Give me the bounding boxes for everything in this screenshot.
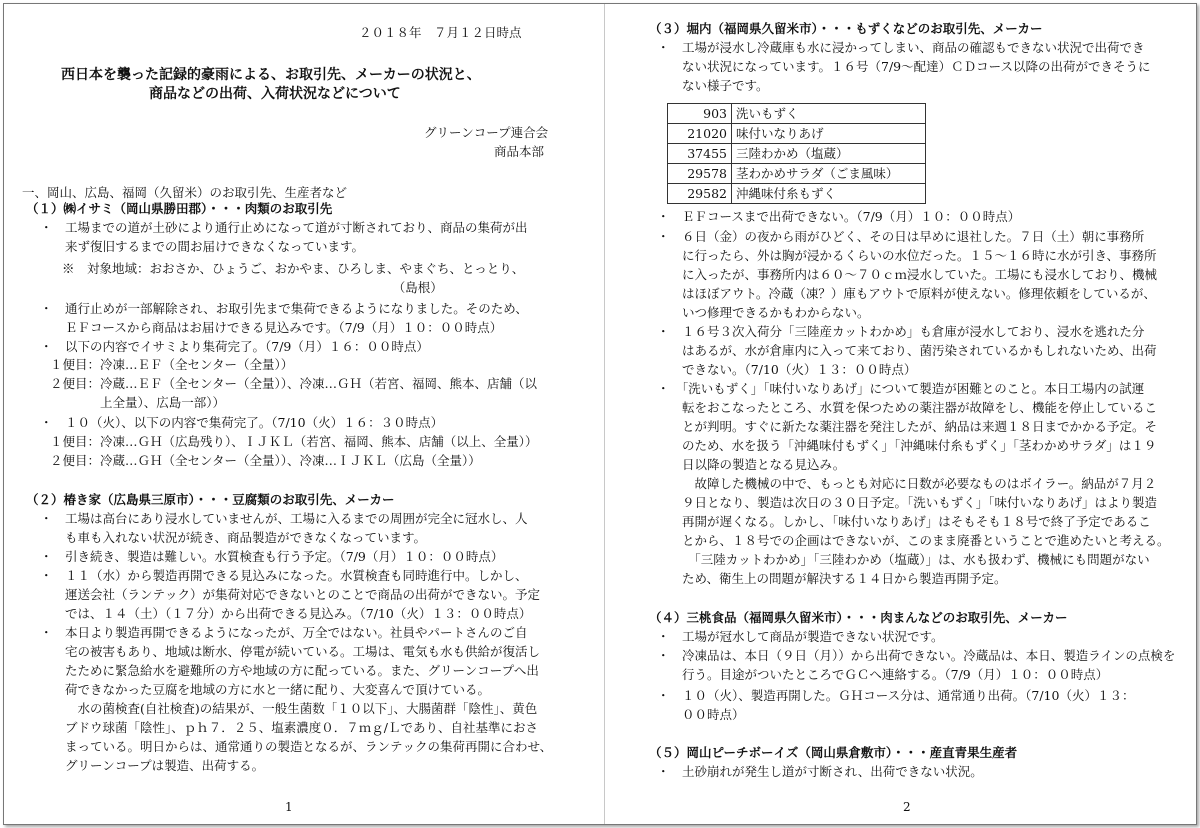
report-date: ２０１８年 ７月１２日時点 bbox=[359, 25, 522, 40]
product-name: 茎わかめサラダ（ごま風味） bbox=[732, 164, 926, 184]
section-heading: 一、岡山、広島、福岡（久留米）のお取引先、生産者など bbox=[22, 185, 348, 200]
body-line: 運送会社（ランテック）が集荷対応できないとのことで商品の出荷ができない。予定 bbox=[40, 587, 541, 602]
body-line: ・ 土砂崩れが発生し道が寸断され、出荷できない状況。 bbox=[657, 764, 983, 779]
body-line: に入ったが、事務所内は６０～７０ｃｍ浸水していた。工場にも浸水しており、機械 bbox=[657, 267, 1158, 282]
title-line-1: 西日本を襲った記録的豪雨による、お取引先、メーカーの状況と、 bbox=[61, 67, 481, 83]
title-line-2: 商品などの出荷、入荷状況などについて bbox=[149, 86, 401, 102]
body-line: はほぼアウト。冷蔵（凍？）庫もアウトで原料が使えない。修理依頼をしているが、 bbox=[657, 286, 1156, 301]
body-line: できない。（7/10（火）１３：００時点） bbox=[657, 362, 917, 377]
body-line: ・ 工場が冠水して商品が製造できない状況です。 bbox=[657, 629, 944, 644]
body-line: ・ 工場が浸水し冷蔵庫も水に浸かってしまい、商品の確認もできない状況で出荷でき bbox=[657, 40, 1145, 55]
body-line: ・ 「洗いもずく」「味付いなりあげ」について製造が困難とのこと。本日工場内の試運 bbox=[657, 381, 1145, 396]
page-number: 1 bbox=[285, 800, 293, 814]
body-line: ００時点） bbox=[657, 707, 745, 722]
body-line: １便目：冷凍…ＧＨ（広島残り）、ＩＪＫＬ（若宮、福岡、熊本、店舗（以上、全量）） bbox=[50, 434, 538, 449]
body-line: いつ修理できるかもわからない。 bbox=[657, 305, 870, 320]
product-code: 37455 bbox=[668, 144, 732, 164]
body-line: 「三陸カットわかめ」「三陸わかめ（塩蔵）」は、水も扱わず、機械にも問題がない bbox=[657, 552, 1150, 567]
body-line: ない様子です。 bbox=[657, 78, 769, 93]
body-line: 転をおこなったところ、水質を保つための薬注器が故障をし、機能を停止しているこ bbox=[657, 400, 1158, 415]
body-line: 来ず復旧するまでの間お届けできなくなっています。 bbox=[40, 239, 365, 254]
table-row bbox=[668, 104, 926, 124]
product-name: 洗いもずく bbox=[732, 104, 926, 124]
table-row bbox=[668, 184, 926, 204]
product-code: 29582 bbox=[668, 184, 732, 204]
product-name: 味付いなりあげ bbox=[732, 124, 926, 144]
body-line: 水の菌検査(自社検査)の結果が、一般生菌数「１０以下」、大腸菌群「陰性」、黄色 bbox=[40, 701, 538, 716]
body-line: ２便目：冷蔵…ＥＦ（全センター（全量））、冷凍…ＧＨ（若宮、福岡、熊本、店舗（以 bbox=[50, 376, 538, 391]
product-name: 三陸わかめ（塩蔵） bbox=[732, 144, 926, 164]
body-line: ため、衛生上の問題が解決する１４日から製造再開予定。 bbox=[657, 571, 1007, 586]
body-line: ・ １１（水）から製造再開できる見込みになった。水質検査も同時進行中。しかし、 bbox=[40, 568, 528, 583]
table-row bbox=[668, 124, 926, 144]
table-row bbox=[668, 164, 926, 184]
body-line: 行う。目途がついたところでＧＣへ連絡する。（7/9（月）１０：００時点） bbox=[657, 667, 1109, 682]
body-line: 再開が遅くなる。しかし、「味付いなりあげ」はそもそも１８号で終了予定であるこ bbox=[657, 514, 1151, 529]
company-heading: （４）三桃食品（福岡県久留米市）・・・肉まんなどのお取引先、メーカー bbox=[649, 610, 1068, 625]
body-line: ・ 通行止めが一部解除され、お取引先まで集荷できるようになりました。そのため、 bbox=[40, 301, 528, 316]
page-1 bbox=[4, 4, 604, 824]
body-line: ＥＦコースから商品はお届けできる見込みです。（7/9（月）１０：００時点） bbox=[40, 320, 503, 335]
body-line: のため、水を扱う「沖縄味付もずく」「沖縄味付糸もずく」「茎わかめサラダ」は１９ bbox=[657, 438, 1157, 453]
company-heading: （３）堀内（福岡県久留米市）・・・もずくなどのお取引先、メーカー bbox=[649, 21, 1043, 36]
body-line: たために緊急給水を避難所の方や地域の方に配っている。また、グリーンコープへ出 bbox=[40, 663, 539, 678]
body-line: ・ 工場は高台にあり浸水していませんが、工場に入るまでの周囲が完全に冠水し、人 bbox=[40, 511, 528, 526]
org-name: グリーンコープ連合会 bbox=[424, 125, 549, 140]
body-line: 日以降の製造となる見込み。 bbox=[657, 457, 846, 472]
product-code: 21020 bbox=[668, 124, 732, 144]
product-code: 903 bbox=[668, 104, 732, 124]
body-line: まっている。明日からは、通常通りの製造となるが、ランテックの集荷再開に合わせ、 bbox=[40, 739, 553, 754]
body-line: とから、１８号での企画はできないが、このまま廃番ということで進めたいと考える。 bbox=[657, 533, 1170, 548]
product-code: 29578 bbox=[668, 164, 732, 184]
product-name: 沖縄味付糸もずく bbox=[732, 184, 926, 204]
company-heading: （１）㈱イサミ（岡山県勝田郡）・・・肉類のお取引先 bbox=[26, 201, 333, 216]
body-line: ブドウ球菌「陰性」、ｐｈ７．２５、塩素濃度０．７ｍｇ/Ｌであり、自社基準におさ bbox=[40, 720, 538, 735]
page-2 bbox=[605, 4, 1196, 824]
body-line: 宅の被害もあり、地域は断水、停電が続いている。工場は、電気も水も供給が復活し bbox=[40, 644, 541, 659]
body-line: も車も入れない状況が続き、商品製造ができなくなっています。 bbox=[40, 530, 427, 545]
body-line: １便目：冷凍…ＥＦ（全センター（全量）） bbox=[50, 357, 294, 372]
body-line: ・ 工場までの道が土砂により通行止めになって道が寸断されており、商品の集荷が出 bbox=[40, 220, 528, 235]
body-line: ・ ＥＦコースまで出荷できない。（7/9（月）１０：００時点） bbox=[657, 209, 1021, 224]
company-heading: （５）岡山ピーチボーイズ（岡山県倉敷市）・・・産直青果生産者 bbox=[649, 745, 1018, 760]
body-line: ・ 引き続き、製造は難しい。水質検査も行う予定。（7/9（月）１０：００時点） bbox=[40, 549, 504, 564]
body-line: ・ １０（火）、製造再開した。ＧＨコース分は、通常通り出荷。（7/10（火）１３： bbox=[657, 688, 1135, 703]
body-line: グリーンコープは製造、出荷する。 bbox=[40, 758, 265, 773]
table-row bbox=[668, 144, 926, 164]
body-line: ・ 以下の内容でイサミより集荷完了。（7/9（月）１６：００時点） bbox=[40, 339, 429, 354]
company-heading: （２）椿き家（広島県三原市）・・・豆腐類のお取引先、メーカー bbox=[26, 492, 395, 507]
page-number: 2 bbox=[903, 800, 911, 814]
body-line: に行ったら、外は胸が浸かるくらいの水位だった。１５～１６時に水が引き、事務所 bbox=[657, 248, 1157, 263]
body-line: では、１４（土）（１７分）から出荷できる見込み。（7/10（火）１３：００時点） bbox=[40, 606, 532, 621]
body-line: ない状況になっています。１６号（7/9～配達）ＣＤコース以降の出荷ができそうに bbox=[657, 59, 1151, 74]
body-line: ・ ６日（金）の夜から雨がひどく、その日は早めに退社した。７日（土）朝に事務所 bbox=[657, 229, 1145, 244]
body-line: ９日となり、製造は次日の３０日予定。「洗いもずく」「味付いなりあげ」はより製造 bbox=[657, 495, 1158, 510]
product-table bbox=[667, 103, 926, 204]
body-line: ・ １０（火）、以下の内容で集荷完了。（7/10（火）１６：３０時点） bbox=[40, 415, 444, 430]
body-line: ・ １６号３次入荷分「三陸産カットわかめ」も倉庫が浸水しており、浸水を逃れた分 bbox=[657, 324, 1145, 339]
body-line: 故障した機械の中で、もっとも対応に日数が必要なものはボイラー。納品が７月２ bbox=[657, 476, 1157, 491]
org-dept: 商品本部 bbox=[494, 144, 545, 159]
body-line: （島根） bbox=[374, 280, 443, 295]
body-line: ２便目：冷蔵…ＧＨ（全センター（全量））、冷凍…ＩＪＫＬ（広島（全量）） bbox=[50, 453, 481, 468]
body-line: ・ 冷凍品は、本日（９日（月））から出荷できない。冷蔵品は、本日、製造ラインの点検を bbox=[657, 648, 1176, 663]
body-line: 上全量）、広島一部）） bbox=[50, 395, 226, 410]
body-line: はあるが、水が倉庫内に入って来ており、菌汚染されているかもしれないため、出荷 bbox=[657, 343, 1157, 358]
body-line: とが判明。すぐに新たな薬注器を発注したが、納品は来週１８日までかかる予定。そ bbox=[657, 419, 1158, 434]
body-line: ・ 本日より製造再開できるようになったが、万全ではない。社員やパートさんのご自 bbox=[40, 625, 528, 640]
body-line: 荷できなかった豆腐を地域の方に水と一緒に配り、大変喜んで頂けている。 bbox=[40, 682, 491, 697]
document-frame bbox=[3, 3, 1197, 825]
body-line: ※ 対象地域：おおさか、ひょうご、おかやま、ひろしま、やまぐち、とっとり、 bbox=[62, 261, 525, 276]
